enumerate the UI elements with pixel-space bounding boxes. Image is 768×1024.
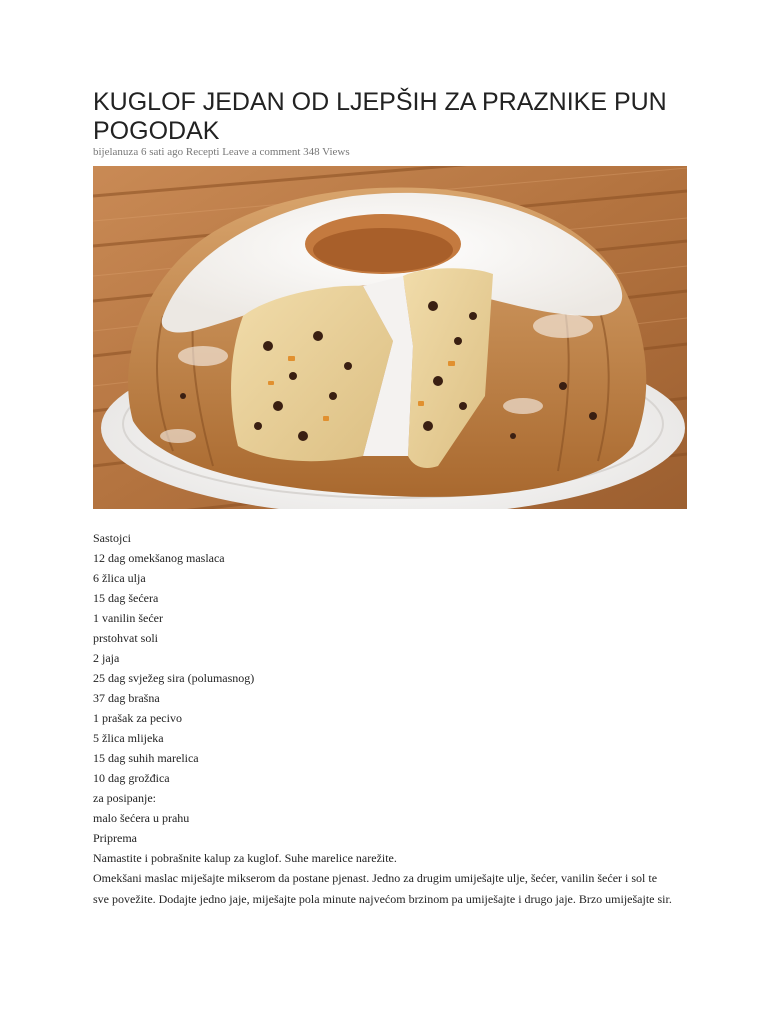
ingredient-item: 1 prašak za pecivo (93, 711, 182, 725)
article-header (93, 88, 693, 509)
article-title: KUGLOF JEDAN OD LJEPŠIH ZA PRAZNIKE PUN POGODAK (93, 88, 667, 145)
ingredient-item: prstohvat soli (93, 631, 158, 645)
ingredient-item: 25 dag svježeg sira (polumasnog) (93, 671, 255, 685)
ingredient-item: 12 dag omekšanog maslaca (93, 551, 225, 565)
ingredient-item: 2 jaja (93, 651, 120, 665)
article-photo (93, 166, 687, 509)
ingredients-heading: Sastojci (93, 531, 131, 545)
ingredient-item: 1 vanilin šećer (93, 611, 163, 625)
preparation-heading: Priprema (93, 831, 137, 845)
preparation-step: Namastite i pobrašnite kalup za kuglof. Suhe marelice narežite. (93, 851, 397, 865)
ingredient-item: za posipanje: (93, 791, 156, 805)
ingredients-list (93, 548, 693, 828)
ingredient-item: 6 žlica ulja (93, 571, 146, 585)
recipe-body (93, 528, 693, 909)
ingredient-item: 15 dag suhih marelica (93, 751, 199, 765)
ingredient-item: 10 dag grožđica (93, 771, 170, 785)
ingredient-item: malo šećera u prahu (93, 811, 190, 825)
article-meta: bijelanuza 6 sati ago Recepti Leave a comment 348 Views (93, 146, 350, 158)
cake-photo-illustration (93, 166, 687, 509)
ingredient-item: 15 dag šećera (93, 591, 159, 605)
preparation-step: Omekšani maslac miješajte mikserom da postane pjenast. Jedno za drugim umiješajte ulje, šećer, vanilin šećer i sol te sve povežite. Dodajte jedno jaje, miješajte pola minute najvećom brzinom pa umiješajte i drugo jaje. Brzo umiješajte sir. (93, 871, 672, 906)
ingredient-item: 37 dag brašna (93, 691, 160, 705)
ingredient-item: 5 žlica mlijeka (93, 731, 164, 745)
